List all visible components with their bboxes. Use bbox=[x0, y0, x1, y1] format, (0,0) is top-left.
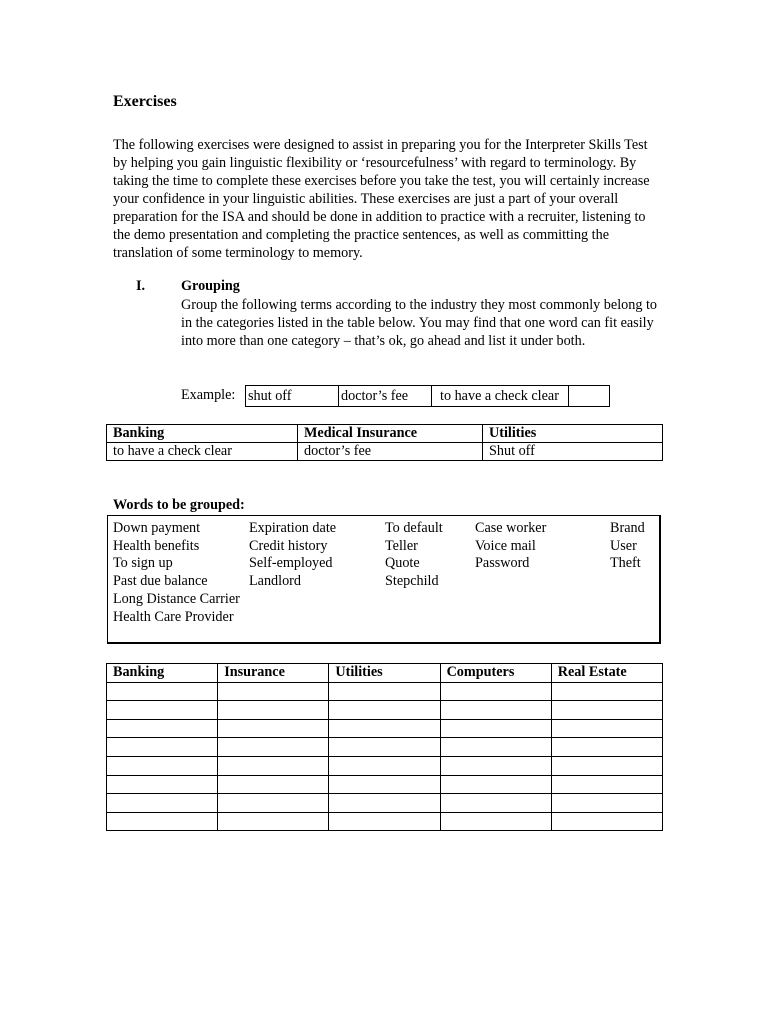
table-row bbox=[107, 756, 663, 775]
word-item: To sign up bbox=[113, 555, 173, 571]
word-item: Self-employed bbox=[249, 555, 333, 571]
section-instructions: Group the following terms according to the industry they most commonly belong to in the categories listed in the table below. You may find that one word can fit easily into more than one category – that’s ok, go ahead and list it under both. bbox=[181, 297, 657, 349]
table-row bbox=[107, 738, 663, 757]
table-cell[interactable] bbox=[551, 682, 662, 701]
table-cell: Shut off bbox=[483, 443, 663, 461]
table-cell[interactable] bbox=[218, 756, 329, 775]
example-table bbox=[106, 424, 663, 461]
word-item: Health benefits bbox=[113, 538, 200, 554]
word-item: Voice mail bbox=[475, 538, 536, 554]
table-header-row bbox=[107, 425, 663, 443]
example-item: shut off bbox=[248, 388, 292, 404]
table-header: Insurance bbox=[218, 664, 329, 683]
section-title: Grouping bbox=[181, 278, 240, 294]
example-label: Example: bbox=[181, 387, 236, 403]
words-label: Words to be grouped: bbox=[113, 497, 245, 513]
table-cell[interactable] bbox=[329, 775, 440, 794]
table-cell[interactable] bbox=[329, 756, 440, 775]
table-header-row bbox=[107, 664, 663, 683]
category-table-body bbox=[107, 682, 663, 831]
table-cell[interactable] bbox=[440, 775, 551, 794]
example-divider bbox=[431, 386, 432, 406]
word-item: Stepchild bbox=[385, 573, 439, 589]
table-cell[interactable] bbox=[107, 756, 218, 775]
table-cell[interactable] bbox=[107, 775, 218, 794]
word-item: Teller bbox=[385, 538, 418, 554]
word-item: Down payment bbox=[113, 520, 201, 536]
table-cell[interactable] bbox=[440, 719, 551, 738]
word-item: User bbox=[610, 538, 637, 554]
word-item: Health Care Provider bbox=[113, 609, 234, 625]
table-cell[interactable] bbox=[551, 738, 662, 757]
table-header: Real Estate bbox=[551, 664, 662, 683]
page-title: Exercises bbox=[113, 93, 177, 110]
table-cell[interactable] bbox=[551, 794, 662, 813]
table-cell[interactable] bbox=[551, 701, 662, 720]
word-item: Credit history bbox=[249, 538, 328, 554]
table-cell[interactable] bbox=[440, 701, 551, 720]
table-cell[interactable] bbox=[218, 794, 329, 813]
words-box bbox=[107, 515, 661, 644]
word-item: Quote bbox=[385, 555, 420, 571]
table-row bbox=[107, 682, 663, 701]
word-item: Brand bbox=[610, 520, 645, 536]
category-table bbox=[106, 663, 663, 831]
word-item: Long Distance Carrier bbox=[113, 591, 240, 607]
table-row bbox=[107, 701, 663, 720]
table-cell[interactable] bbox=[440, 738, 551, 757]
table-row bbox=[107, 794, 663, 813]
table-cell[interactable] bbox=[218, 738, 329, 757]
example-divider bbox=[568, 386, 569, 406]
word-item: Theft bbox=[610, 555, 641, 571]
table-cell[interactable] bbox=[329, 682, 440, 701]
section-number: I. bbox=[136, 278, 146, 294]
table-header: Banking bbox=[107, 664, 218, 683]
table-header: Utilities bbox=[329, 664, 440, 683]
table-header: Medical Insurance bbox=[298, 425, 483, 443]
table-cell[interactable] bbox=[107, 701, 218, 720]
table-cell: to have a check clear bbox=[107, 443, 298, 461]
table-cell[interactable] bbox=[551, 756, 662, 775]
table-cell[interactable] bbox=[218, 701, 329, 720]
word-item: To default bbox=[385, 520, 443, 536]
table-cell[interactable] bbox=[107, 812, 218, 831]
word-item: Password bbox=[475, 555, 530, 571]
table-cell: doctor’s fee bbox=[298, 443, 483, 461]
table-cell[interactable] bbox=[218, 775, 329, 794]
table-cell[interactable] bbox=[440, 682, 551, 701]
table-header: Utilities bbox=[483, 425, 663, 443]
example-item: doctor’s fee bbox=[341, 388, 409, 404]
table-cell[interactable] bbox=[551, 775, 662, 794]
table-row bbox=[107, 775, 663, 794]
table-cell[interactable] bbox=[329, 719, 440, 738]
table-row bbox=[107, 443, 663, 461]
table-cell[interactable] bbox=[440, 756, 551, 775]
table-cell[interactable] bbox=[107, 794, 218, 813]
table-cell[interactable] bbox=[551, 812, 662, 831]
table-header: Computers bbox=[440, 664, 551, 683]
table-cell[interactable] bbox=[329, 812, 440, 831]
table-cell[interactable] bbox=[329, 738, 440, 757]
intro-paragraph: The following exercises were designed to assist in preparing you for the Interpreter Skills Test by helping you gain linguistic flexibility or ‘resourcefulness’ with regard to terminology. By taking the time to complete these exercises before you take the test, you will certainly increase your confidence in your linguistic abilities. These exercises are just a part of your overall preparation for the ISA and should be done in addition to practice with a recruiter, listening to the demo presentation and completing the practice sentences, as well as committing the translation of some terminology to memory. bbox=[113, 137, 650, 261]
table-cell[interactable] bbox=[440, 794, 551, 813]
table-row bbox=[107, 812, 663, 831]
table-cell[interactable] bbox=[440, 812, 551, 831]
table-cell[interactable] bbox=[218, 812, 329, 831]
word-item: Expiration date bbox=[249, 520, 337, 536]
example-item: to have a check clear bbox=[440, 388, 559, 404]
word-item: Case worker bbox=[475, 520, 547, 536]
table-cell[interactable] bbox=[218, 682, 329, 701]
table-cell[interactable] bbox=[329, 794, 440, 813]
table-cell[interactable] bbox=[329, 701, 440, 720]
word-item: Past due balance bbox=[113, 573, 208, 589]
table-cell[interactable] bbox=[107, 719, 218, 738]
table-header: Banking bbox=[107, 425, 298, 443]
table-cell[interactable] bbox=[551, 719, 662, 738]
table-cell[interactable] bbox=[107, 738, 218, 757]
word-item: Landlord bbox=[249, 573, 302, 589]
table-cell[interactable] bbox=[107, 682, 218, 701]
example-box bbox=[245, 385, 610, 407]
table-cell[interactable] bbox=[218, 719, 329, 738]
table-row bbox=[107, 719, 663, 738]
